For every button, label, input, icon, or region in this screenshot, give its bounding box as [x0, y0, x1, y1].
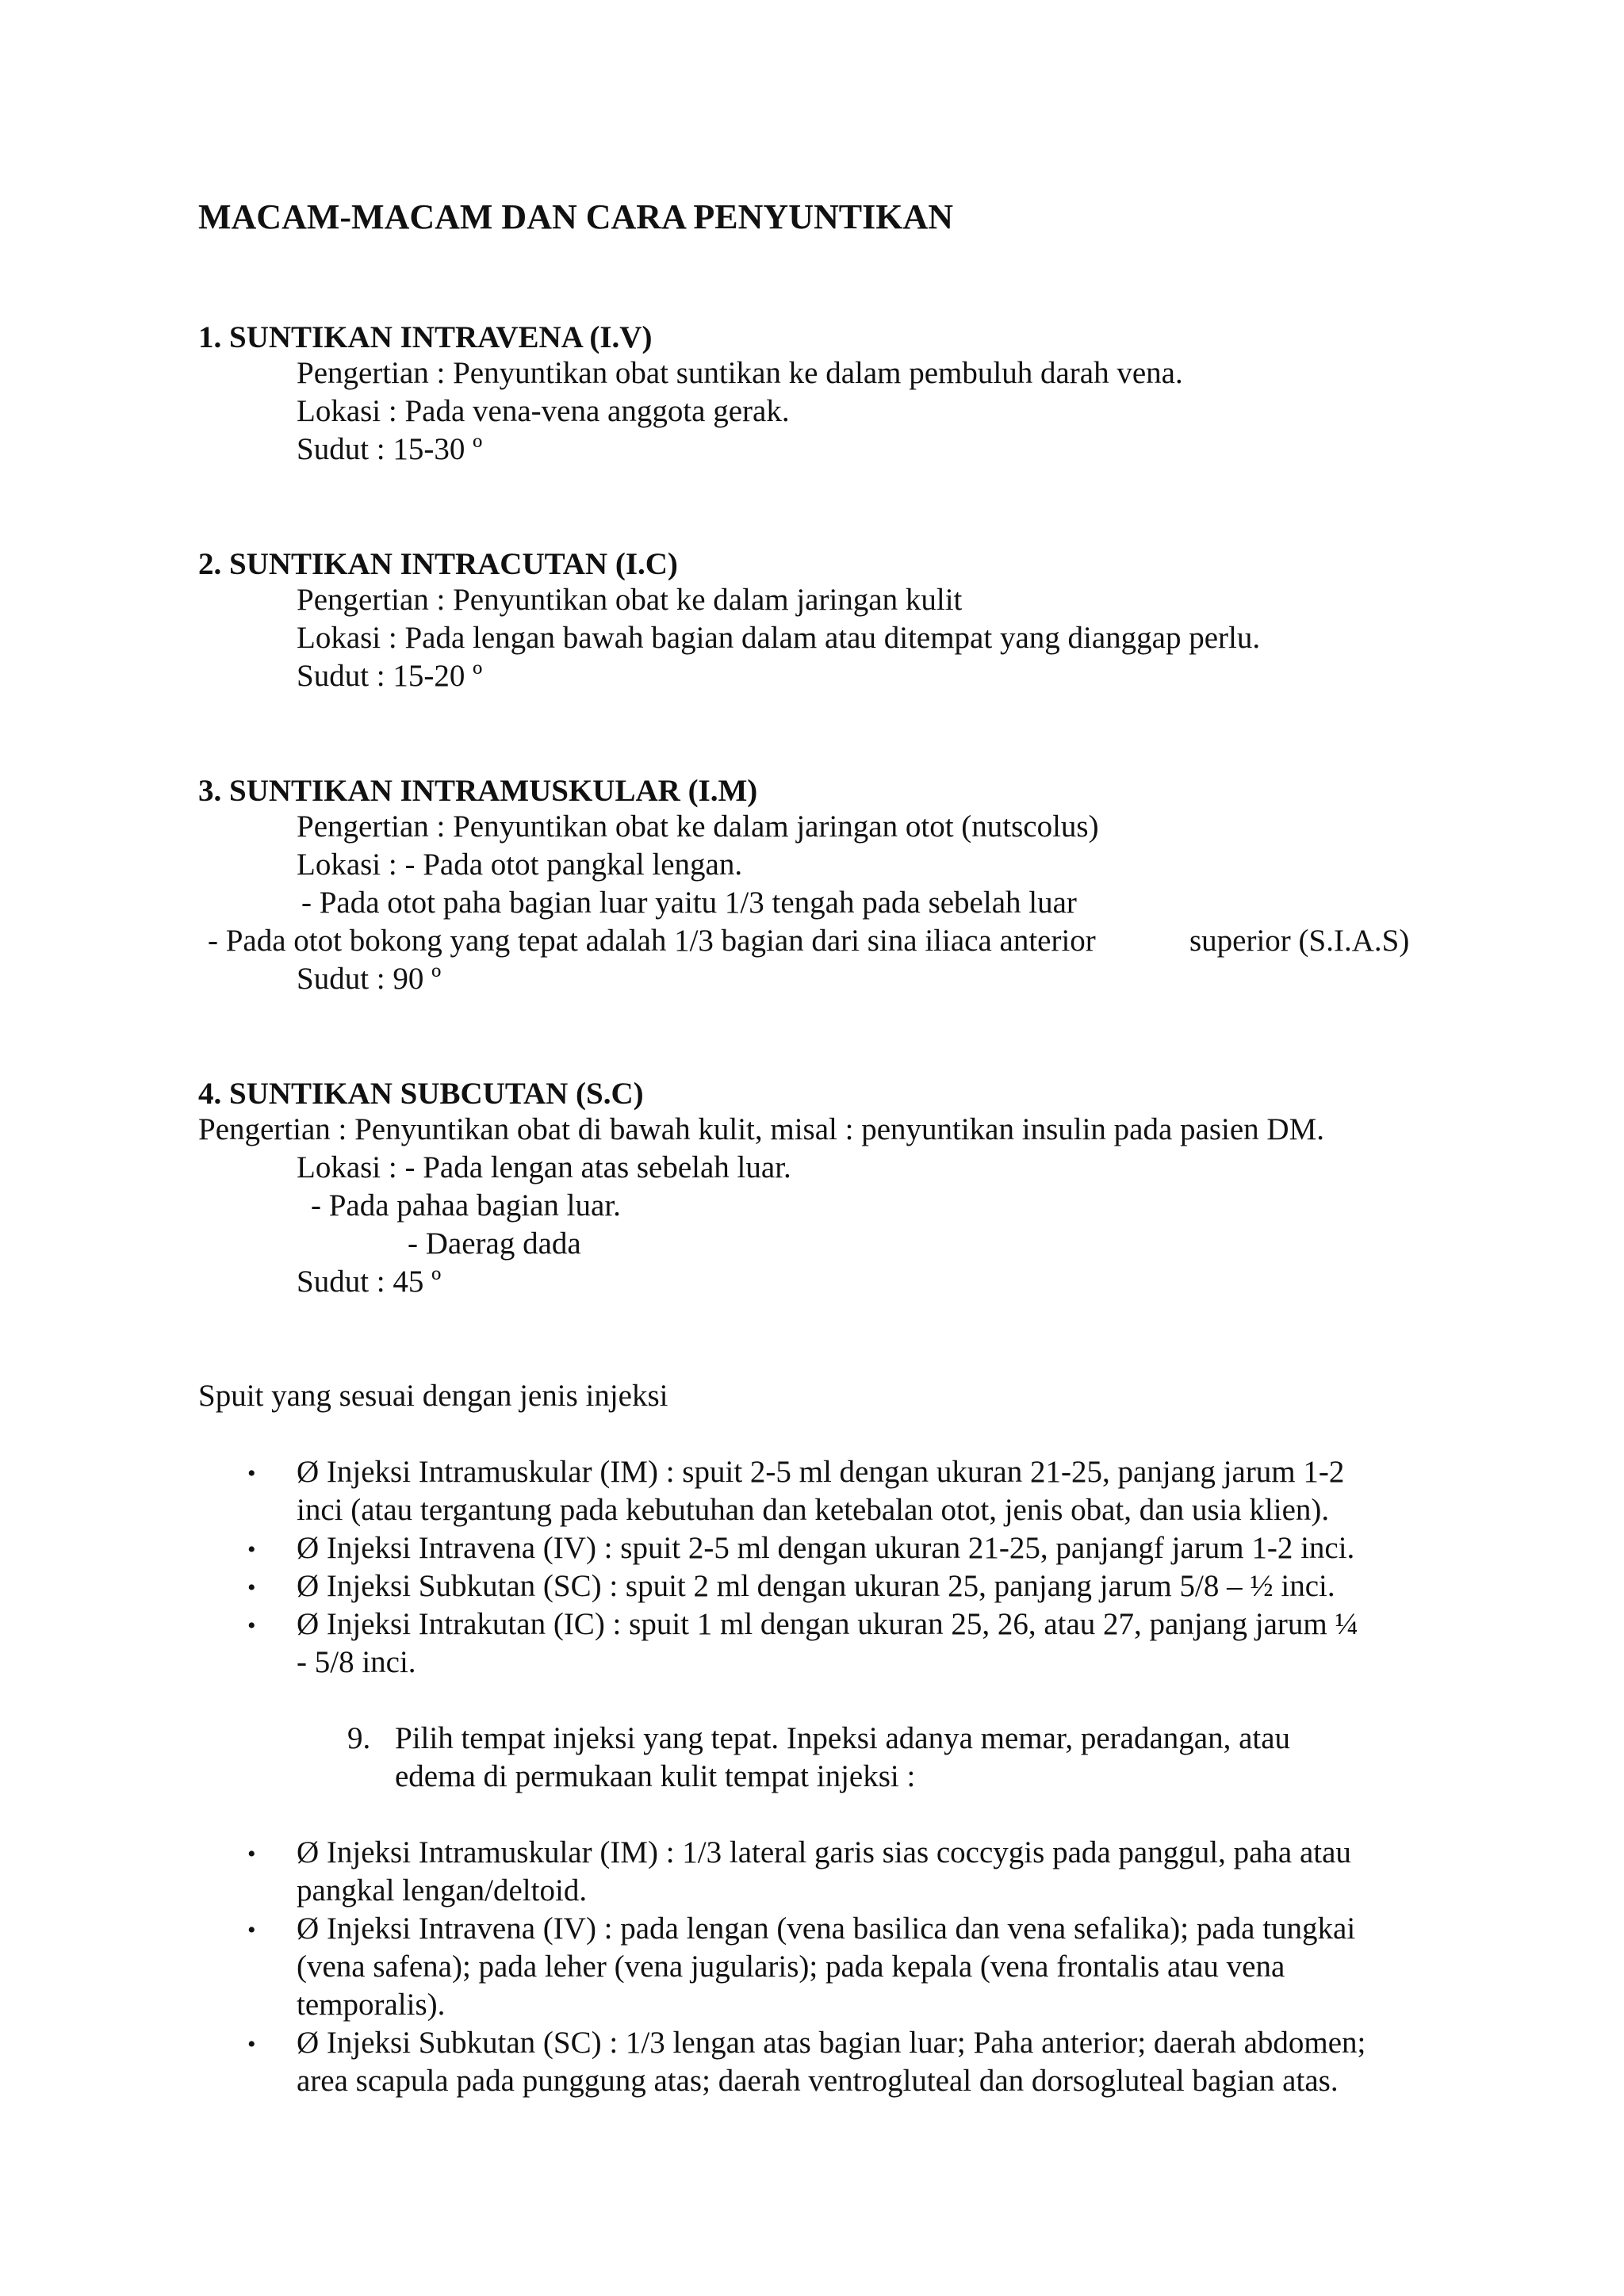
section-line: - Pada otot bokong yang tepat adalah 1/3 bagian dari sina iliaca anterior — [208, 924, 1096, 958]
bullet-icon: • — [247, 1575, 256, 1601]
bullet-icon: • — [247, 1841, 256, 1867]
list-item: Ø Injeksi Intramuskular (IM) : spuit 2-5 ml dengan ukuran 21-25, panjang jarum 1-2 — [297, 1455, 1345, 1489]
section-line: Sudut : 45 º — [297, 1265, 442, 1299]
section-line: - Pada pahaa bagian luar. — [311, 1188, 621, 1223]
bullet-icon: • — [247, 1460, 256, 1487]
list-item: Ø Injeksi Intramuskular (IM) : 1/3 lateral garis sias coccygis pada panggul, paha atau — [297, 1835, 1351, 1869]
numbered-item-number: 9. — [347, 1721, 371, 1755]
section-line: Pengertian : Penyuntikan obat suntikan ke dalam pembuluh darah vena. — [297, 356, 1183, 390]
section-line: superior (S.I.A.S) — [1189, 924, 1410, 958]
section-line: - Daerag dada — [408, 1226, 581, 1261]
section-line: Pengertian : Penyuntikan obat ke dalam jaringan otot (nutscolus) — [297, 809, 1099, 844]
section-line: Lokasi : Pada lengan bawah bagian dalam atau ditempat yang dianggap perlu. — [297, 621, 1261, 655]
list-item: Ø Injeksi Intravena (IV) : pada lengan (vena basilica dan vena sefalika); pada tungkai — [297, 1911, 1356, 1946]
section-line: Lokasi : - Pada lengan atas sebelah luar. — [297, 1150, 791, 1184]
bullet-icon: • — [247, 1536, 256, 1563]
numbered-item-text: Pilih tempat injeksi yang tepat. Inpeksi adanya memar, peradangan, atau — [395, 1721, 1291, 1755]
section-line: - Pada otot paha bagian luar yaitu 1/3 tengah pada sebelah luar — [301, 886, 1077, 920]
section-line: Pengertian : Penyuntikan obat di bawah kulit, misal : penyuntikan insulin pada pasien DM. — [198, 1112, 1325, 1146]
section-heading-intracutan: 2. SUNTIKAN INTRACUTAN (I.C) — [198, 547, 678, 581]
section-line: Sudut : 15-20 º — [297, 659, 483, 693]
list-item: (vena safena); pada leher (vena jugularis); pada kepala (vena frontalis atau vena — [297, 1950, 1285, 1984]
section-line: Pengertian : Penyuntikan obat ke dalam jaringan kulit — [297, 583, 963, 617]
list-item: pangkal lengan/deltoid. — [297, 1873, 588, 1908]
list-item: Ø Injeksi Intravena (IV) : spuit 2-5 ml dengan ukuran 21-25, panjangf jarum 1-2 inci. — [297, 1531, 1355, 1565]
list-item: area scapula pada punggung atas; daerah ventrogluteal dan dorsogluteal bagian atas. — [297, 2064, 1339, 2098]
list-item: - 5/8 inci. — [297, 1645, 416, 1679]
section-line: Sudut : 90 º — [297, 962, 442, 996]
section-heading-intramuskular: 3. SUNTIKAN INTRAMUSKULAR (I.M) — [198, 774, 758, 808]
bullet-icon: • — [247, 2031, 256, 2057]
list-item: Ø Injeksi Subkutan (SC) : spuit 2 ml dengan ukuran 25, panjang jarum 5/8 – ½ inci. — [297, 1569, 1335, 1603]
section-heading-subcutan: 4. SUNTIKAN SUBCUTAN (S.C) — [198, 1077, 644, 1111]
section-line: Lokasi : - Pada otot pangkal lengan. — [297, 848, 743, 882]
list-item: Ø Injeksi Intrakutan (IC) : spuit 1 ml dengan ukuran 25, 26, atau 27, panjang jarum ¼ — [297, 1607, 1358, 1641]
section-heading-intravena: 1. SUNTIKAN INTRAVENA (I.V) — [198, 320, 653, 354]
list-item: Ø Injeksi Subkutan (SC) : 1/3 lengan atas bagian luar; Paha anterior; daerah abdomen; — [297, 2026, 1366, 2060]
bullet-icon: • — [247, 1613, 256, 1639]
list-item: inci (atau tergantung pada kebutuhan dan ketebalan otot, jenis obat, dan usia klien). — [297, 1493, 1330, 1527]
bullet-icon: • — [247, 1917, 256, 1943]
numbered-item-text: edema di permukaan kulit tempat injeksi : — [395, 1759, 916, 1793]
list-item: temporalis). — [297, 1988, 446, 2022]
section-line: Sudut : 15-30 º — [297, 432, 483, 466]
section-line: Lokasi : Pada vena-vena anggota gerak. — [297, 394, 790, 428]
page-title: MACAM-MACAM DAN CARA PENYUNTIKAN — [198, 197, 953, 236]
spuit-intro: Spuit yang sesuai dengan jenis injeksi — [198, 1379, 668, 1413]
